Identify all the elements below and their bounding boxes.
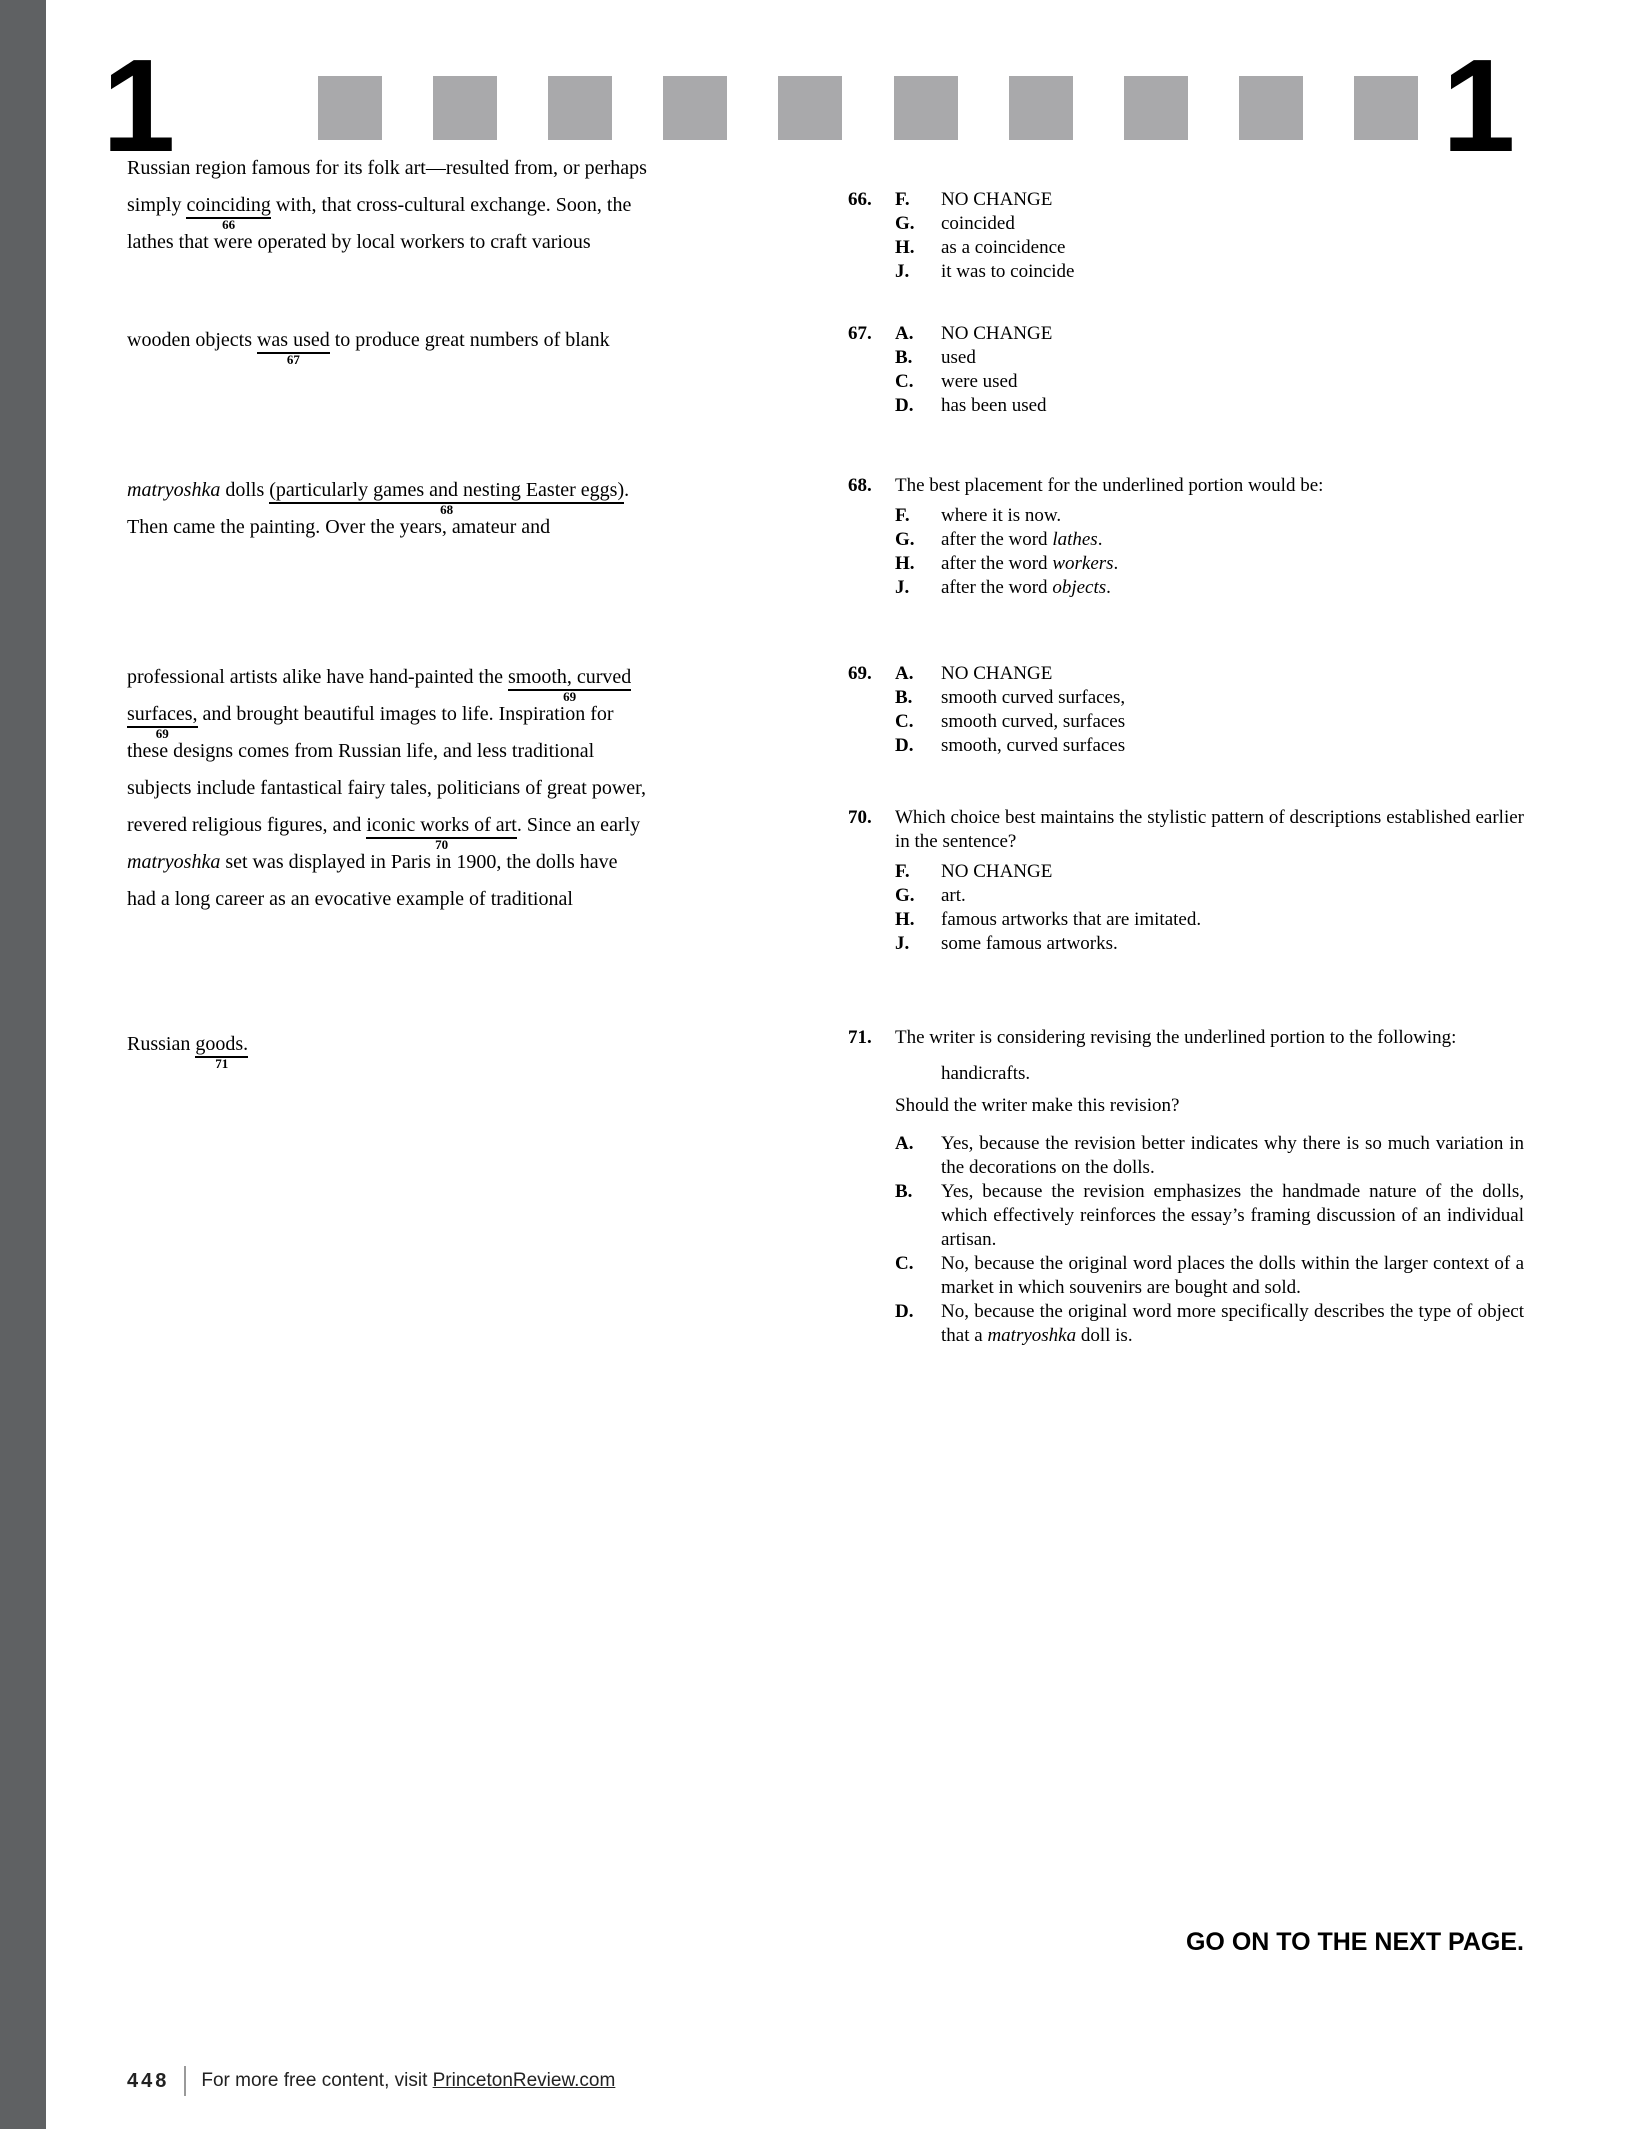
answer-option <box>895 1180 1524 1252</box>
option-letter: A. <box>895 1133 914 1154</box>
passage-paragraph-1 <box>127 150 847 261</box>
option-text: NO CHANGE <box>941 861 1053 882</box>
passage-line: lathes that were operated by local workers to craft various <box>127 231 591 253</box>
option-letter: J. <box>895 933 910 954</box>
underlined-segment-67: was used 67 <box>256 329 330 367</box>
option-letter: H. <box>895 553 915 574</box>
question-69 <box>848 662 1524 758</box>
question-stem-2: Should the writer make this revision? <box>895 1095 1180 1116</box>
header-square <box>663 76 727 140</box>
passage-paragraph-5 <box>127 1026 847 1071</box>
option-letter: G. <box>895 213 915 234</box>
footer-divider <box>184 2066 186 2096</box>
answer-option <box>895 710 1524 734</box>
option-text: after the word workers. <box>941 553 1119 574</box>
option-text: coincided <box>941 213 1015 234</box>
underlined-segment-68: (particularly games and nesting Easter eggs) 68 <box>269 479 625 517</box>
underlined-segment-70: iconic works of art 70 <box>366 814 517 852</box>
option-text: smooth, curved surfaces <box>941 735 1126 756</box>
page-footer <box>127 2066 615 2096</box>
underline-number-67: 67 <box>286 352 300 367</box>
option-text: NO CHANGE <box>941 663 1053 684</box>
answer-option <box>895 370 1524 394</box>
question-number: 67. <box>848 323 872 344</box>
option-letter: D. <box>895 735 914 756</box>
option-text: NO CHANGE <box>941 189 1053 210</box>
answer-option <box>895 686 1524 710</box>
answer-option <box>895 860 1524 884</box>
proposed-revision-text: handicrafts. <box>941 1063 1031 1084</box>
underline-number-69: 69 <box>155 726 169 741</box>
underlined-segment-69b: surfaces, 69 <box>127 703 198 741</box>
passage-line: these designs comes from Russian life, and less traditional <box>127 740 595 762</box>
passage-line: professional artists alike have hand-painted the smooth, curved 69 <box>127 666 632 704</box>
option-letter: F. <box>895 861 910 882</box>
option-letter: D. <box>895 395 914 416</box>
question-number: 68. <box>848 475 872 496</box>
passage-line: subjects include fantastical fairy tales, politicians of great power, <box>127 777 647 799</box>
passage-line: simply coinciding 66 with, that cross-cultural exchange. Soon, the <box>127 194 632 232</box>
answer-option <box>895 1132 1524 1180</box>
header-square <box>1239 76 1303 140</box>
option-text: it was to coincide <box>941 261 1075 282</box>
option-text: after the word lathes. <box>941 529 1103 550</box>
answer-option <box>895 236 1524 260</box>
question-stem: The best placement for the underlined portion would be: <box>895 475 1324 496</box>
option-letter: C. <box>895 371 914 392</box>
answer-option <box>895 528 1524 552</box>
passage-line: revered religious figures, and iconic works of art 70 . Since an early <box>127 814 641 852</box>
underline-number-66: 66 <box>222 217 236 232</box>
passage-line: matryoshka dolls (particularly games and nesting Easter eggs) 68 . <box>127 479 630 517</box>
answer-option <box>895 908 1524 932</box>
answer-option <box>895 552 1524 576</box>
underline-number-68: 68 <box>440 502 454 517</box>
option-letter: J. <box>895 261 910 282</box>
question-70 <box>848 806 1524 956</box>
passage-line: Then came the painting. Over the years, amateur and <box>127 516 551 538</box>
option-text: were used <box>941 371 1018 392</box>
option-text: Yes, because the revision emphasizes the handmade nature of the dolls, which effectively reinforces the essay’s framing discussion of an individual artisan. <box>941 1181 1524 1250</box>
passage-paragraph-4 <box>127 659 847 918</box>
underlined-segment-71: goods. 71 <box>195 1033 249 1071</box>
option-text: NO CHANGE <box>941 323 1053 344</box>
option-text: No, because the original word places the dolls within the larger context of a market in which souvenirs are bought and sold. <box>941 1253 1524 1298</box>
option-text: art. <box>941 885 966 906</box>
question-number: 70. <box>848 807 872 828</box>
header-square <box>1009 76 1073 140</box>
header-square <box>1124 76 1188 140</box>
question-number: 71. <box>848 1027 872 1048</box>
option-text: Yes, because the revision better indicates why there is so much variation in the decorations on the dolls. <box>941 1133 1524 1178</box>
option-text: used <box>941 347 976 368</box>
option-letter: G. <box>895 529 915 550</box>
footer-text: For more free content, visit PrincetonReview.com <box>201 2070 616 2091</box>
option-letter: G. <box>895 885 915 906</box>
question-68 <box>848 474 1524 600</box>
option-text: smooth curved surfaces, <box>941 687 1126 708</box>
answer-option <box>895 504 1524 528</box>
option-letter: F. <box>895 505 910 526</box>
option-text: famous artworks that are imitated. <box>941 909 1202 930</box>
option-text: after the word objects. <box>941 577 1111 598</box>
option-letter: B. <box>895 687 913 708</box>
option-letter: A. <box>895 663 914 684</box>
option-letter: A. <box>895 323 914 344</box>
option-letter: C. <box>895 1253 914 1274</box>
option-letter: J. <box>895 577 910 598</box>
question-number: 69. <box>848 663 872 684</box>
option-letter: H. <box>895 909 915 930</box>
option-text: has been used <box>941 395 1047 416</box>
passage-line: Russian goods. 71 <box>127 1033 249 1071</box>
book-page-number: 448 <box>127 2069 170 2092</box>
answer-option <box>895 394 1524 418</box>
passage-paragraph-3 <box>127 472 847 546</box>
option-letter: B. <box>895 347 913 368</box>
option-letter: B. <box>895 1181 913 1202</box>
option-text: No, because the original word more specifically describes the type of object that a matryoshka doll is. <box>941 1301 1524 1346</box>
header-square <box>1354 76 1418 140</box>
underline-number-70: 70 <box>435 837 449 852</box>
answer-option <box>895 260 1524 284</box>
section-number-right: 1 <box>1442 32 1512 179</box>
answer-option <box>895 212 1524 236</box>
answer-option <box>895 932 1524 956</box>
answer-option <box>895 322 1524 346</box>
answer-option <box>895 884 1524 908</box>
page-edge-bar <box>0 0 46 2129</box>
header-square <box>433 76 497 140</box>
underline-number-69: 69 <box>563 689 577 704</box>
underlined-segment-69a: smooth, curved 69 <box>508 666 632 704</box>
header-square <box>548 76 612 140</box>
underlined-segment-66: coinciding 66 <box>186 194 271 232</box>
question-67 <box>848 322 1524 418</box>
answer-option <box>895 576 1524 600</box>
option-text: smooth curved, surfaces <box>941 711 1126 732</box>
option-text: as a coincidence <box>941 237 1066 258</box>
footer-link: PrincetonReview.com <box>432 2070 616 2091</box>
passage-line: surfaces, 69 and brought beautiful images to life. Inspiration for <box>127 703 614 741</box>
header-square <box>318 76 382 140</box>
question-stem: Which choice best maintains the stylistic pattern of descriptions established earlier in the sentence? <box>895 807 1524 852</box>
passage-line: matryoshka set was displayed in Paris in 1900, the dolls have <box>127 851 618 873</box>
option-text: where it is now. <box>941 505 1062 526</box>
option-letter: H. <box>895 237 915 258</box>
passage-paragraph-2 <box>127 322 847 367</box>
question-71 <box>848 1026 1524 1348</box>
section-number-left: 1 <box>102 32 172 179</box>
question-stem: The writer is considering revising the underlined portion to the following: <box>895 1027 1457 1048</box>
underline-number-71: 71 <box>215 1056 229 1071</box>
header-square <box>894 76 958 140</box>
passage-line: had a long career as an evocative example of traditional <box>127 888 573 910</box>
answer-option <box>895 1252 1524 1300</box>
passage-line: Russian region famous for its folk art—resulted from, or perhaps <box>127 157 647 179</box>
question-number: 66. <box>848 189 872 210</box>
question-66 <box>848 188 1524 284</box>
answer-option <box>895 188 1524 212</box>
header-square <box>778 76 842 140</box>
go-on-instruction: GO ON TO THE NEXT PAGE. <box>1185 1928 1524 1956</box>
answer-option <box>895 346 1524 370</box>
answer-option <box>895 734 1524 758</box>
option-letter: D. <box>895 1301 914 1322</box>
answer-option <box>895 1300 1524 1348</box>
passage-line: wooden objects was used 67 to produce great numbers of blank <box>127 329 610 367</box>
option-letter: F. <box>895 189 910 210</box>
answer-option <box>895 662 1524 686</box>
option-text: some famous artworks. <box>941 933 1118 954</box>
header-square-row <box>318 76 1418 140</box>
option-letter: C. <box>895 711 914 732</box>
